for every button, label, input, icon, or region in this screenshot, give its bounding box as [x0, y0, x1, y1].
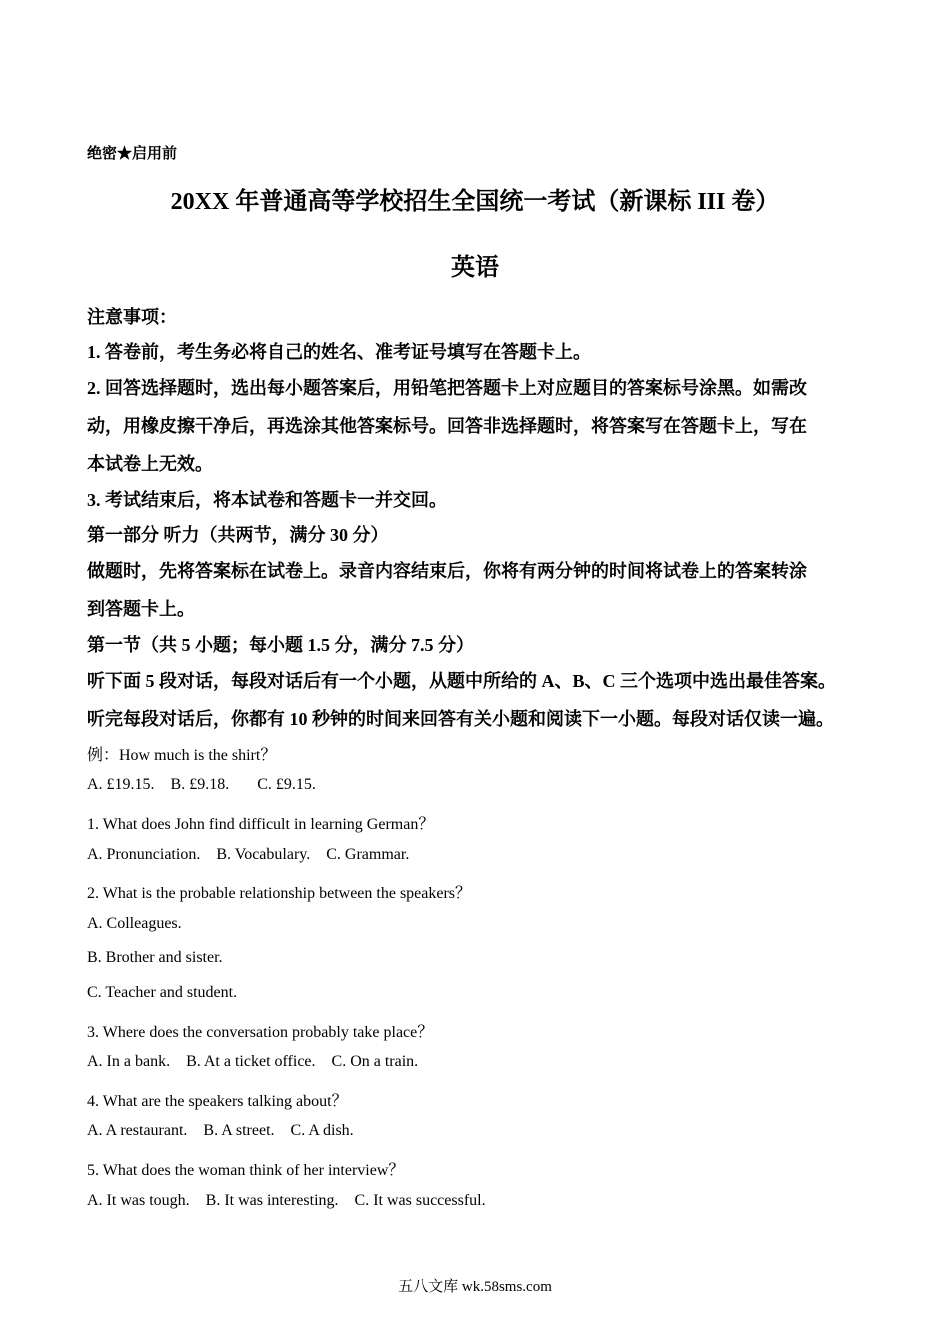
notice-item-2-line-2: 动，用橡皮擦干净后，再选涂其他答案标号。回答非选择题时，将答案写在答题卡上，写在 [87, 416, 807, 436]
question-3-options: A. In a bank. B. At a ticket office. C. On a train. [87, 1053, 419, 1070]
part1-heading: 第一部分 听力（共两节，满分 30 分） [87, 525, 389, 545]
question-4-options: A. A restaurant. B. A street. C. A dish. [87, 1122, 354, 1139]
question-5: 5. What does the woman think of her interview？ [87, 1162, 405, 1179]
section1-instruction-line-2: 听完每段对话后，你都有 10 秒钟的时间来回答有关小题和阅读下一小题。每段对话仅读一遍。 [87, 709, 834, 729]
question-5-options: A. It was tough. B. It was interesting. C. It was successful. [87, 1192, 486, 1209]
question-1: 1. What does John find difficult in learning German？ [87, 816, 435, 833]
notice-item-3: 3. 考试结束后，将本试卷和答题卡一并交回。 [87, 490, 447, 510]
part1-instruction-line-2: 到答题卡上。 [87, 599, 195, 619]
question-2-option-b: B. Brother and sister. [87, 949, 223, 966]
section1-heading: 第一节（共 5 小题；每小题 1.5 分，满分 7.5 分） [87, 635, 474, 655]
notice-heading: 注意事项： [87, 307, 177, 327]
question-3: 3. Where does the conversation probably take place？ [87, 1024, 434, 1041]
notice-item-1: 1. 答卷前，考生务必将自己的姓名、准考证号填写在答题卡上。 [87, 342, 591, 362]
example-options: A. £19.15. B. £9.18. C. £9.15. [87, 776, 316, 793]
notice-item-2-line-1: 2. 回答选择题时，选出每小题答案后，用铅笔把答题卡上对应题目的答案标号涂黑。如需改 [87, 378, 807, 398]
example-question: 例：How much is the shirt？ [87, 747, 277, 764]
footer-watermark: 五八文库 wk.58sms.com [398, 1279, 552, 1295]
question-2-option-a: A. Colleagues. [87, 915, 182, 932]
part1-instruction-line-1: 做题时，先将答案标在试卷上。录音内容结束后，你将有两分钟的时间将试卷上的答案转涂 [87, 561, 807, 581]
question-4: 4. What are the speakers talking about？ [87, 1093, 348, 1110]
question-2-option-c: C. Teacher and student. [87, 984, 238, 1001]
question-1-options: A. Pronunciation. B. Vocabulary. C. Grammar. [87, 846, 410, 863]
classified-label: 绝密★启用前 [87, 146, 178, 162]
section1-instruction-line-1: 听下面 5 段对话，每段对话后有一个小题，从题中所给的 A、B、C 三个选项中选出最佳答案。 [87, 671, 836, 691]
notice-item-2-line-3: 本试卷上无效。 [87, 454, 213, 474]
exam-title: 20XX 年普通高等学校招生全国统一考试（新课标 III 卷） [170, 189, 780, 215]
subject-title: 英语 [451, 255, 499, 281]
question-2: 2. What is the probable relationship between the speakers？ [87, 885, 472, 902]
